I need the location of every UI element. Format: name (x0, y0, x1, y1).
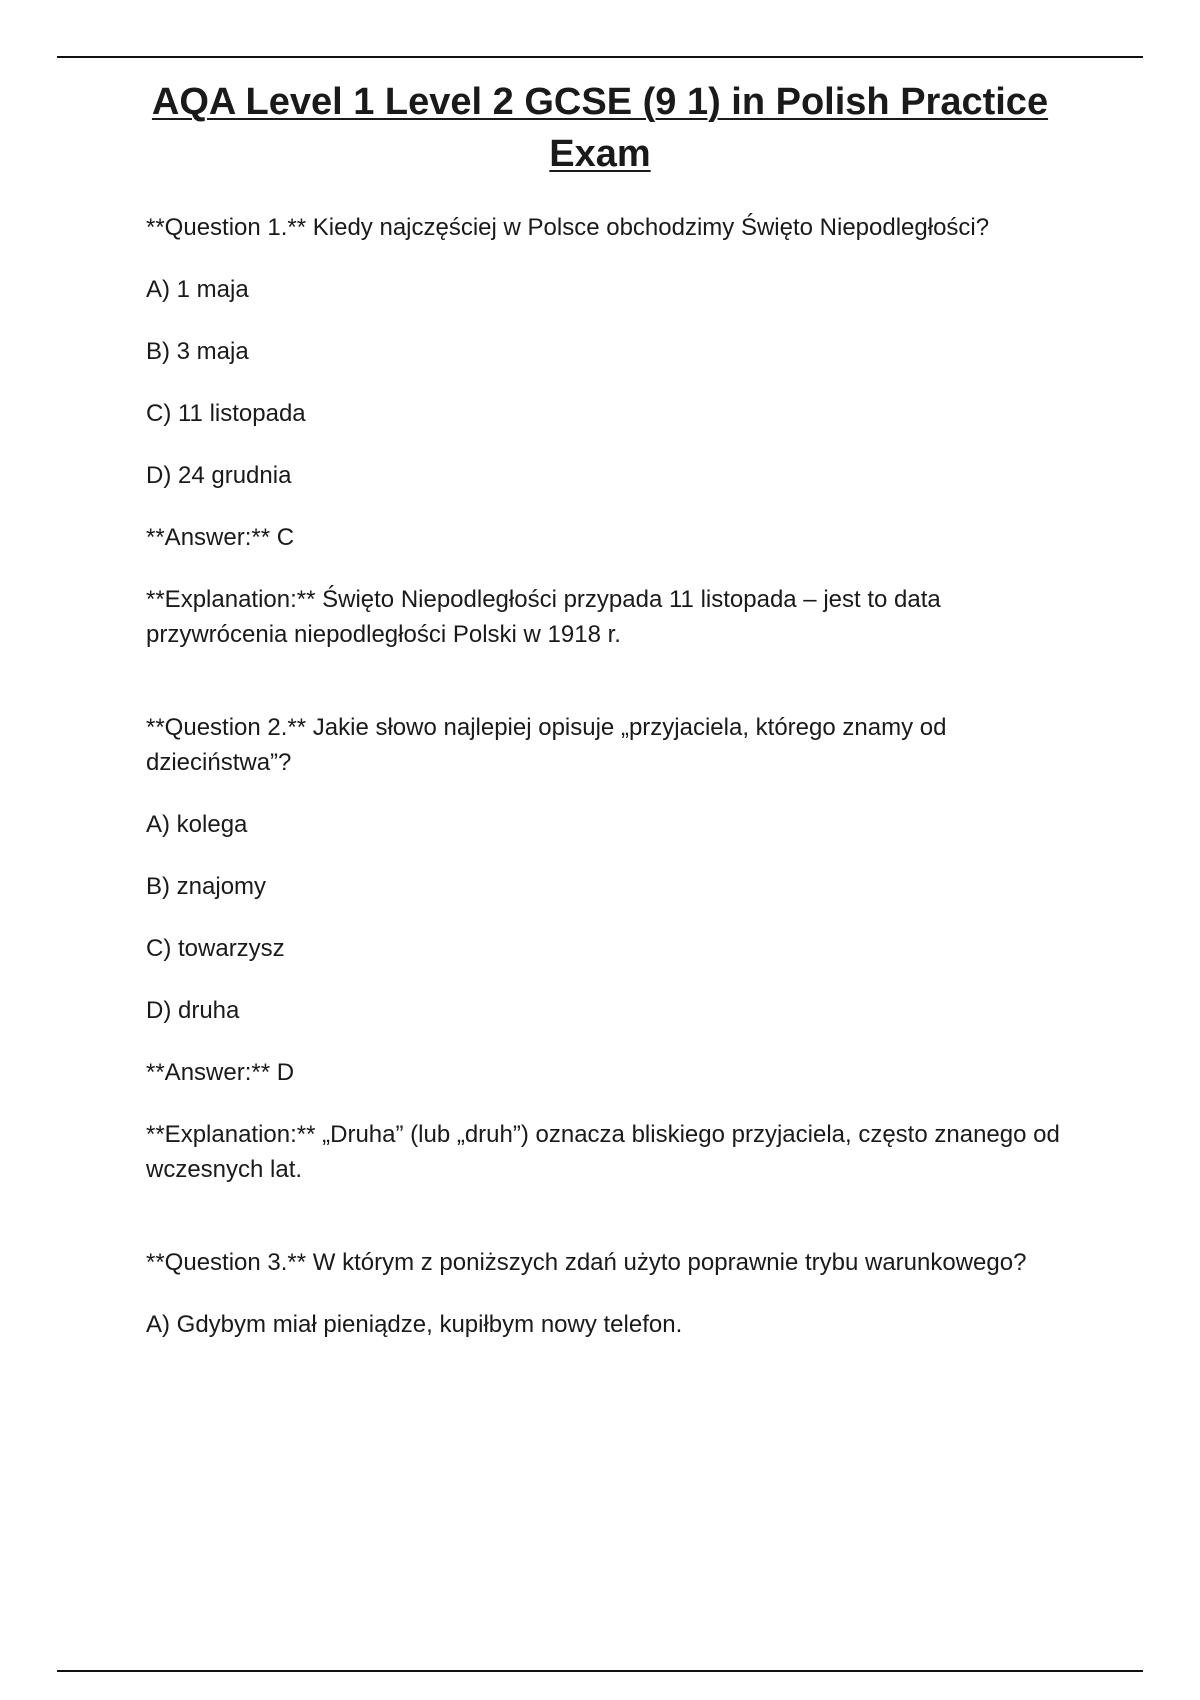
answer-line: **Answer:** C (146, 524, 295, 551)
explanation-text: **Explanation:** „Druha” (lub „druh”) oznacza bliskiego przyjaciela, często znanego od wczesnych lat. (146, 1121, 1060, 1183)
question-text: **Question 2.** Jakie słowo najlepiej opisuje „przyjaciela, którego znamy od dzieciństwa”? (146, 714, 947, 776)
page-title: AQA Level 1 Level 2 GCSE (9 1) in Polish Practice Exam (151, 81, 1049, 175)
question-text: **Question 1.** Kiedy najczęściej w Polsce obchodzimy Święto Niepodległości? (146, 214, 990, 241)
exam-content (146, 210, 1066, 1342)
question-text: **Question 3.** W którym z poniższych zdań użyto poprawnie trybu warunkowego? (146, 1249, 1027, 1276)
option-a: A) kolega (146, 811, 248, 838)
option-c: C) 11 listopada (146, 400, 306, 427)
option-a: A) 1 maja (146, 276, 249, 303)
question-block-3 (146, 1245, 1066, 1342)
answer-line: **Answer:** D (146, 1059, 295, 1086)
question-block-1 (146, 210, 1066, 652)
explanation-text: **Explanation:** Święto Niepodległości przypada 11 listopada – jest to data przywrócenia niepodległości Polski w 1918 r. (146, 586, 941, 648)
top-rule (57, 56, 1143, 58)
bottom-rule (57, 1670, 1143, 1672)
question-block-2 (146, 710, 1066, 1187)
option-a: A) Gdybym miał pieniądze, kupiłbym nowy telefon. (146, 1311, 683, 1338)
option-d: D) 24 grudnia (146, 462, 292, 489)
option-c: C) towarzysz (146, 935, 285, 962)
option-d: D) druha (146, 997, 240, 1024)
option-b: B) znajomy (146, 873, 267, 900)
option-b: B) 3 maja (146, 338, 249, 365)
